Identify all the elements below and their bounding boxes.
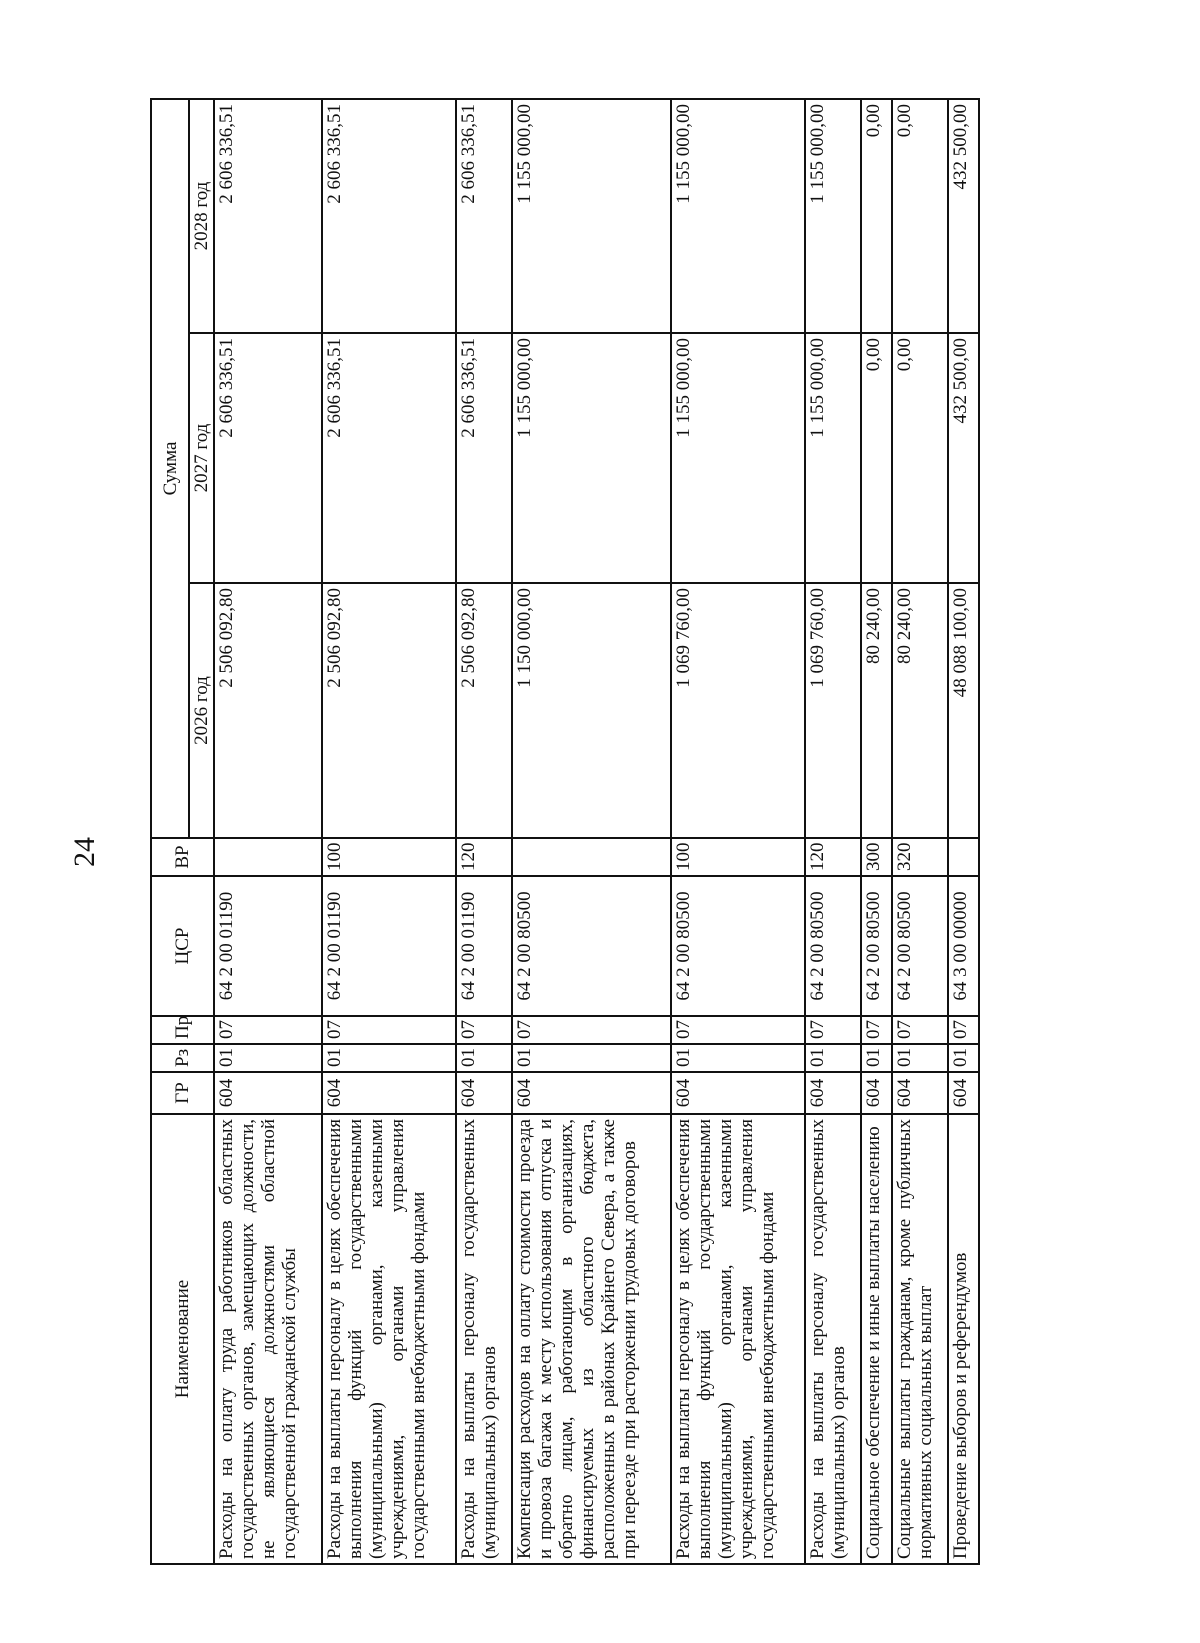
- cell-pr: 07: [948, 1016, 979, 1044]
- cell-2026: 48 088 100,00: [948, 583, 979, 838]
- cell-gr: 604: [214, 1072, 322, 1114]
- cell-pr: 07: [214, 1016, 322, 1044]
- cell-vr: 120: [456, 838, 512, 876]
- cell-2027: 2 606 336,51: [322, 333, 456, 583]
- table-header-row: [151, 99, 189, 1564]
- table-row: [214, 99, 322, 1564]
- cell-rz: 01: [805, 1044, 861, 1072]
- cell-2027: 2 606 336,51: [214, 333, 322, 583]
- cell-vr: 100: [671, 838, 805, 876]
- cell-rz: 01: [948, 1044, 979, 1072]
- cell-vr: [214, 838, 322, 876]
- cell-2028: 2 606 336,51: [214, 99, 322, 333]
- cell-vr: 320: [892, 838, 948, 876]
- cell-gr: 604: [671, 1072, 805, 1114]
- header-csr: ЦСР: [151, 876, 214, 1016]
- table-row: [948, 99, 979, 1564]
- cell-2026: 1 069 760,00: [805, 583, 861, 838]
- cell-2027: 1 155 000,00: [671, 333, 805, 583]
- cell-vr: 100: [322, 838, 456, 876]
- cell-pr: 07: [322, 1016, 456, 1044]
- cell-csr: 64 2 00 80500: [671, 876, 805, 1016]
- page-number: 24: [68, 837, 101, 867]
- cell-2028: 0,00: [861, 99, 892, 333]
- cell-2026: 1 150 000,00: [512, 583, 671, 838]
- table-row: [671, 99, 805, 1564]
- cell-vr: 300: [861, 838, 892, 876]
- cell-2026: 2 506 092,80: [214, 583, 322, 838]
- cell-vr: 120: [805, 838, 861, 876]
- cell-rz: 01: [892, 1044, 948, 1072]
- cell-rz: 01: [671, 1044, 805, 1072]
- cell-pr: 07: [671, 1016, 805, 1044]
- cell-2026: 80 240,00: [892, 583, 948, 838]
- header-name: Наименование: [151, 1114, 214, 1564]
- cell-csr: 64 2 00 80500: [805, 876, 861, 1016]
- cell-name: Расходы на выплаты персоналу государственных (муниципальных) органов: [805, 1114, 861, 1564]
- cell-name: Проведение выборов и референдумов: [948, 1114, 979, 1564]
- header-year-2027: 2027 год: [189, 333, 214, 583]
- table-body: [214, 99, 979, 1564]
- cell-pr: 07: [892, 1016, 948, 1044]
- cell-2026: 2 506 092,80: [456, 583, 512, 838]
- cell-gr: 604: [456, 1072, 512, 1114]
- cell-gr: 604: [892, 1072, 948, 1114]
- cell-csr: 64 3 00 00000: [948, 876, 979, 1016]
- header-vr: ВР: [151, 838, 214, 876]
- cell-name: Социальные выплаты гражданам, кроме публичных нормативных социальных выплат: [892, 1114, 948, 1564]
- cell-2026: 1 069 760,00: [671, 583, 805, 838]
- cell-pr: 07: [456, 1016, 512, 1044]
- cell-csr: 64 2 00 01190: [322, 876, 456, 1016]
- cell-csr: 64 2 00 01190: [214, 876, 322, 1016]
- table-row: [322, 99, 456, 1564]
- table-row: [861, 99, 892, 1564]
- cell-name: Расходы на оплату труда работников областных государственных органов, замещающих должности, не являющиеся должностями областной государственной гражданской службы: [214, 1114, 322, 1564]
- cell-rz: 01: [512, 1044, 671, 1072]
- cell-rz: 01: [861, 1044, 892, 1072]
- cell-rz: 01: [322, 1044, 456, 1072]
- cell-name: Расходы на выплаты персоналу в целях обеспечения выполнения функций государственными (муниципальными) органами, казенными учреждениями, органами управления государственными внебюджетными фондами: [671, 1114, 805, 1564]
- cell-2027: 2 606 336,51: [456, 333, 512, 583]
- cell-rz: 01: [214, 1044, 322, 1072]
- cell-pr: 07: [512, 1016, 671, 1044]
- cell-rz: 01: [456, 1044, 512, 1072]
- cell-gr: 604: [512, 1072, 671, 1114]
- cell-2028: 2 606 336,51: [456, 99, 512, 333]
- cell-name: Расходы на выплаты персоналу государственных (муниципальных) органов: [456, 1114, 512, 1564]
- cell-2026: 2 506 092,80: [322, 583, 456, 838]
- header-sum: Сумма: [151, 99, 189, 838]
- header-rz: Рз: [151, 1044, 214, 1072]
- cell-2028: 0,00: [892, 99, 948, 333]
- cell-2026: 80 240,00: [861, 583, 892, 838]
- cell-pr: 07: [805, 1016, 861, 1044]
- cell-csr: 64 2 00 80500: [512, 876, 671, 1016]
- cell-csr: 64 2 00 80500: [892, 876, 948, 1016]
- cell-csr: 64 2 00 80500: [861, 876, 892, 1016]
- cell-2027: 1 155 000,00: [805, 333, 861, 583]
- table-row: [805, 99, 861, 1564]
- cell-2028: 1 155 000,00: [671, 99, 805, 333]
- cell-vr: [948, 838, 979, 876]
- rotated-table-container: [150, 100, 980, 1565]
- table-row: [512, 99, 671, 1564]
- cell-2027: 432 500,00: [948, 333, 979, 583]
- cell-name: Компенсация расходов на оплату стоимости проезда и провоза багажа к месту использования отпуска и обратно лицам, работающим в организациях, финансируемых из областного бюджета, расположенных в районах Крайнего Севера, а также при переезде при расторжении трудовых договоров: [512, 1114, 671, 1564]
- cell-gr: 604: [948, 1072, 979, 1114]
- cell-2028: 1 155 000,00: [805, 99, 861, 333]
- cell-name: Социальное обеспечение и иные выплаты населению: [861, 1114, 892, 1564]
- header-gr: ГР: [151, 1072, 214, 1114]
- cell-vr: [512, 838, 671, 876]
- table-row: [892, 99, 948, 1564]
- cell-2027: 0,00: [892, 333, 948, 583]
- table-row: [456, 99, 512, 1564]
- cell-name: Расходы на выплаты персоналу в целях обеспечения выполнения функций государственными (муниципальными) органами, казенными учреждениями, органами управления государственными внебюджетными фондами: [322, 1114, 456, 1564]
- header-year-2028: 2028 год: [189, 99, 214, 333]
- cell-gr: 604: [322, 1072, 456, 1114]
- cell-pr: 07: [861, 1016, 892, 1044]
- cell-2027: 1 155 000,00: [512, 333, 671, 583]
- cell-2028: 2 606 336,51: [322, 99, 456, 333]
- header-pr: Пр: [151, 1016, 214, 1044]
- header-year-2026: 2026 год: [189, 583, 214, 838]
- cell-gr: 604: [805, 1072, 861, 1114]
- cell-csr: 64 2 00 01190: [456, 876, 512, 1016]
- cell-2028: 432 500,00: [948, 99, 979, 333]
- cell-gr: 604: [861, 1072, 892, 1114]
- budget-table: [150, 98, 980, 1565]
- cell-2028: 1 155 000,00: [512, 99, 671, 333]
- cell-2027: 0,00: [861, 333, 892, 583]
